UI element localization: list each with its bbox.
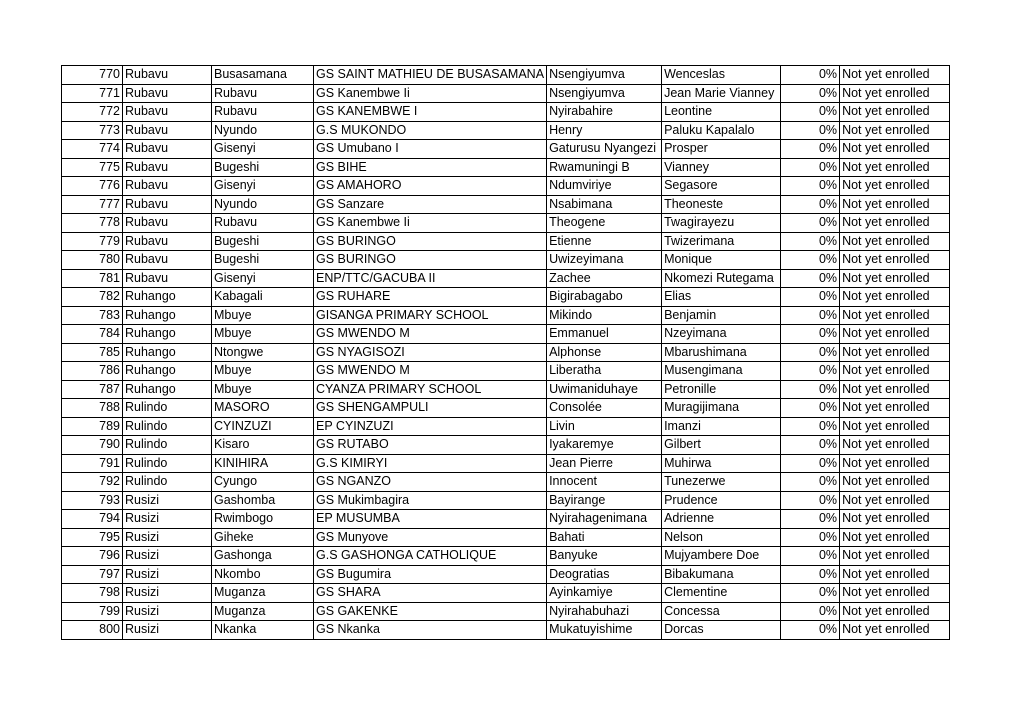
last-name-cell: Nsengiyumva bbox=[547, 84, 662, 103]
school-cell: GS GAKENKE bbox=[314, 602, 547, 621]
school-cell: GISANGA PRIMARY SCHOOL bbox=[314, 306, 547, 325]
table-row bbox=[62, 621, 950, 640]
sector-cell: CYINZUZI bbox=[212, 417, 314, 436]
school-cell: GS Kanembwe Ii bbox=[314, 84, 547, 103]
table-row bbox=[62, 602, 950, 621]
table-row bbox=[62, 399, 950, 418]
enrollment-status-cell: Not yet enrolled bbox=[840, 232, 950, 251]
row-number-cell: 778 bbox=[62, 214, 123, 233]
sector-cell: Bugeshi bbox=[212, 232, 314, 251]
last-name-cell: Banyuke bbox=[547, 547, 662, 566]
district-cell: Rubavu bbox=[123, 195, 212, 214]
last-name-cell: Uwimaniduhaye bbox=[547, 380, 662, 399]
row-number-cell: 785 bbox=[62, 343, 123, 362]
row-number-cell: 799 bbox=[62, 602, 123, 621]
progress-percent-cell: 0% bbox=[781, 491, 840, 510]
sector-cell: Bugeshi bbox=[212, 158, 314, 177]
last-name-cell: Deogratias bbox=[547, 565, 662, 584]
district-cell: Rubavu bbox=[123, 214, 212, 233]
row-number-cell: 770 bbox=[62, 66, 123, 85]
last-name-cell: Bahati bbox=[547, 528, 662, 547]
first-name-cell: Gilbert bbox=[662, 436, 781, 455]
first-name-cell: Tunezerwe bbox=[662, 473, 781, 492]
progress-percent-cell: 0% bbox=[781, 454, 840, 473]
progress-percent-cell: 0% bbox=[781, 84, 840, 103]
school-cell: GS Umubano I bbox=[314, 140, 547, 159]
school-cell: GS NGANZO bbox=[314, 473, 547, 492]
row-number-cell: 798 bbox=[62, 584, 123, 603]
table-row bbox=[62, 232, 950, 251]
row-number-cell: 788 bbox=[62, 399, 123, 418]
progress-percent-cell: 0% bbox=[781, 288, 840, 307]
district-cell: Rubavu bbox=[123, 84, 212, 103]
school-cell: GS Kanembwe Ii bbox=[314, 214, 547, 233]
progress-percent-cell: 0% bbox=[781, 158, 840, 177]
table-row bbox=[62, 584, 950, 603]
district-cell: Ruhango bbox=[123, 288, 212, 307]
enrollment-status-cell: Not yet enrolled bbox=[840, 214, 950, 233]
table-row bbox=[62, 158, 950, 177]
sector-cell: Gisenyi bbox=[212, 177, 314, 196]
progress-percent-cell: 0% bbox=[781, 325, 840, 344]
district-cell: Ruhango bbox=[123, 380, 212, 399]
last-name-cell: Consolée bbox=[547, 399, 662, 418]
first-name-cell: Twagirayezu bbox=[662, 214, 781, 233]
school-cell: GS SAINT MATHIEU DE BUSASAMANA bbox=[314, 66, 547, 85]
enrollment-status-cell: Not yet enrolled bbox=[840, 547, 950, 566]
row-number-cell: 794 bbox=[62, 510, 123, 529]
district-cell: Rubavu bbox=[123, 232, 212, 251]
table-row bbox=[62, 362, 950, 381]
first-name-cell: Petronille bbox=[662, 380, 781, 399]
last-name-cell: Henry bbox=[547, 121, 662, 140]
last-name-cell: Alphonse bbox=[547, 343, 662, 362]
last-name-cell: Mukatuyishime bbox=[547, 621, 662, 640]
progress-percent-cell: 0% bbox=[781, 214, 840, 233]
table-body bbox=[62, 66, 950, 640]
row-number-cell: 774 bbox=[62, 140, 123, 159]
school-cell: G.S GASHONGA CATHOLIQUE bbox=[314, 547, 547, 566]
row-number-cell: 779 bbox=[62, 232, 123, 251]
table-row bbox=[62, 103, 950, 122]
district-cell: Rusizi bbox=[123, 602, 212, 621]
sector-cell: Nyundo bbox=[212, 121, 314, 140]
sector-cell: Kisaro bbox=[212, 436, 314, 455]
table-row bbox=[62, 454, 950, 473]
first-name-cell: Vianney bbox=[662, 158, 781, 177]
last-name-cell: Innocent bbox=[547, 473, 662, 492]
last-name-cell: Gaturusu Nyangezi bbox=[547, 140, 662, 159]
first-name-cell: Muhirwa bbox=[662, 454, 781, 473]
table-row bbox=[62, 214, 950, 233]
enrollment-status-cell: Not yet enrolled bbox=[840, 195, 950, 214]
progress-percent-cell: 0% bbox=[781, 528, 840, 547]
school-cell: GS AMAHORO bbox=[314, 177, 547, 196]
last-name-cell: Theogene bbox=[547, 214, 662, 233]
sector-cell: Nkombo bbox=[212, 565, 314, 584]
sector-cell: Busasamana bbox=[212, 66, 314, 85]
table-row bbox=[62, 510, 950, 529]
progress-percent-cell: 0% bbox=[781, 602, 840, 621]
sector-cell: Gisenyi bbox=[212, 269, 314, 288]
district-cell: Rusizi bbox=[123, 491, 212, 510]
row-number-cell: 792 bbox=[62, 473, 123, 492]
progress-percent-cell: 0% bbox=[781, 269, 840, 288]
school-cell: GS KANEMBWE I bbox=[314, 103, 547, 122]
table-row bbox=[62, 380, 950, 399]
progress-percent-cell: 0% bbox=[781, 473, 840, 492]
table-row bbox=[62, 343, 950, 362]
row-number-cell: 787 bbox=[62, 380, 123, 399]
enrollment-status-cell: Not yet enrolled bbox=[840, 602, 950, 621]
table-row bbox=[62, 417, 950, 436]
sector-cell: Rwimbogo bbox=[212, 510, 314, 529]
sector-cell: Rubavu bbox=[212, 84, 314, 103]
row-number-cell: 797 bbox=[62, 565, 123, 584]
district-cell: Rusizi bbox=[123, 565, 212, 584]
last-name-cell: Nyirabahire bbox=[547, 103, 662, 122]
last-name-cell: Liberatha bbox=[547, 362, 662, 381]
progress-percent-cell: 0% bbox=[781, 417, 840, 436]
table-row bbox=[62, 491, 950, 510]
district-cell: Rulindo bbox=[123, 473, 212, 492]
first-name-cell: Clementine bbox=[662, 584, 781, 603]
district-cell: Rusizi bbox=[123, 547, 212, 566]
enrollment-status-cell: Not yet enrolled bbox=[840, 565, 950, 584]
row-number-cell: 795 bbox=[62, 528, 123, 547]
sector-cell: Nyundo bbox=[212, 195, 314, 214]
last-name-cell: Emmanuel bbox=[547, 325, 662, 344]
last-name-cell: Nyirahabuhazi bbox=[547, 602, 662, 621]
row-number-cell: 800 bbox=[62, 621, 123, 640]
sector-cell: Muganza bbox=[212, 584, 314, 603]
first-name-cell: Mbarushimana bbox=[662, 343, 781, 362]
table-row bbox=[62, 528, 950, 547]
district-cell: Rulindo bbox=[123, 454, 212, 473]
row-number-cell: 776 bbox=[62, 177, 123, 196]
enrollment-table bbox=[61, 65, 950, 640]
school-cell: GS BIHE bbox=[314, 158, 547, 177]
district-cell: Rubavu bbox=[123, 121, 212, 140]
district-cell: Rubavu bbox=[123, 103, 212, 122]
enrollment-status-cell: Not yet enrolled bbox=[840, 84, 950, 103]
progress-percent-cell: 0% bbox=[781, 362, 840, 381]
district-cell: Rusizi bbox=[123, 510, 212, 529]
row-number-cell: 789 bbox=[62, 417, 123, 436]
district-cell: Ruhango bbox=[123, 343, 212, 362]
first-name-cell: Nzeyimana bbox=[662, 325, 781, 344]
school-cell: EP MUSUMBA bbox=[314, 510, 547, 529]
enrollment-status-cell: Not yet enrolled bbox=[840, 177, 950, 196]
progress-percent-cell: 0% bbox=[781, 103, 840, 122]
sector-cell: Giheke bbox=[212, 528, 314, 547]
row-number-cell: 793 bbox=[62, 491, 123, 510]
last-name-cell: Livin bbox=[547, 417, 662, 436]
enrollment-status-cell: Not yet enrolled bbox=[840, 306, 950, 325]
row-number-cell: 775 bbox=[62, 158, 123, 177]
district-cell: Rulindo bbox=[123, 436, 212, 455]
table-row bbox=[62, 436, 950, 455]
enrollment-status-cell: Not yet enrolled bbox=[840, 510, 950, 529]
progress-percent-cell: 0% bbox=[781, 177, 840, 196]
district-cell: Rusizi bbox=[123, 584, 212, 603]
last-name-cell: Bayirange bbox=[547, 491, 662, 510]
enrollment-status-cell: Not yet enrolled bbox=[840, 325, 950, 344]
table-row bbox=[62, 547, 950, 566]
first-name-cell: Twizerimana bbox=[662, 232, 781, 251]
table-row bbox=[62, 177, 950, 196]
row-number-cell: 791 bbox=[62, 454, 123, 473]
progress-percent-cell: 0% bbox=[781, 436, 840, 455]
first-name-cell: Wenceslas bbox=[662, 66, 781, 85]
school-cell: GS NYAGISOZI bbox=[314, 343, 547, 362]
first-name-cell: Bibakumana bbox=[662, 565, 781, 584]
progress-percent-cell: 0% bbox=[781, 380, 840, 399]
district-cell: Rubavu bbox=[123, 269, 212, 288]
first-name-cell: Prosper bbox=[662, 140, 781, 159]
enrollment-status-cell: Not yet enrolled bbox=[840, 66, 950, 85]
row-number-cell: 783 bbox=[62, 306, 123, 325]
enrollment-status-cell: Not yet enrolled bbox=[840, 121, 950, 140]
first-name-cell: Leontine bbox=[662, 103, 781, 122]
sector-cell: Mbuye bbox=[212, 325, 314, 344]
first-name-cell: Jean Marie Vianney bbox=[662, 84, 781, 103]
progress-percent-cell: 0% bbox=[781, 251, 840, 270]
sector-cell: Gashomba bbox=[212, 491, 314, 510]
enrollment-status-cell: Not yet enrolled bbox=[840, 528, 950, 547]
table-row bbox=[62, 195, 950, 214]
enrollment-status-cell: Not yet enrolled bbox=[840, 158, 950, 177]
last-name-cell: Iyakaremye bbox=[547, 436, 662, 455]
district-cell: Rubavu bbox=[123, 251, 212, 270]
school-cell: EP CYINZUZI bbox=[314, 417, 547, 436]
district-cell: Rubavu bbox=[123, 140, 212, 159]
table-row bbox=[62, 565, 950, 584]
sector-cell: Rubavu bbox=[212, 214, 314, 233]
first-name-cell: Paluku Kapalalo bbox=[662, 121, 781, 140]
sector-cell: Muganza bbox=[212, 602, 314, 621]
enrollment-status-cell: Not yet enrolled bbox=[840, 103, 950, 122]
district-cell: Rulindo bbox=[123, 417, 212, 436]
sector-cell: Rubavu bbox=[212, 103, 314, 122]
school-cell: GS SHARA bbox=[314, 584, 547, 603]
first-name-cell: Elias bbox=[662, 288, 781, 307]
first-name-cell: Theoneste bbox=[662, 195, 781, 214]
school-cell: GS SHENGAMPULI bbox=[314, 399, 547, 418]
school-cell: CYANZA PRIMARY SCHOOL bbox=[314, 380, 547, 399]
progress-percent-cell: 0% bbox=[781, 565, 840, 584]
enrollment-status-cell: Not yet enrolled bbox=[840, 417, 950, 436]
first-name-cell: Muragijimana bbox=[662, 399, 781, 418]
school-cell: GS Sanzare bbox=[314, 195, 547, 214]
enrollment-status-cell: Not yet enrolled bbox=[840, 473, 950, 492]
progress-percent-cell: 0% bbox=[781, 399, 840, 418]
enrollment-status-cell: Not yet enrolled bbox=[840, 140, 950, 159]
enrollment-status-cell: Not yet enrolled bbox=[840, 288, 950, 307]
sector-cell: Mbuye bbox=[212, 380, 314, 399]
last-name-cell: Rwamuningi B bbox=[547, 158, 662, 177]
first-name-cell: Segasore bbox=[662, 177, 781, 196]
progress-percent-cell: 0% bbox=[781, 547, 840, 566]
last-name-cell: Mikindo bbox=[547, 306, 662, 325]
district-cell: Rubavu bbox=[123, 66, 212, 85]
table-row bbox=[62, 325, 950, 344]
district-cell: Rubavu bbox=[123, 158, 212, 177]
school-cell: GS Nkanka bbox=[314, 621, 547, 640]
enrollment-status-cell: Not yet enrolled bbox=[840, 436, 950, 455]
table-row bbox=[62, 269, 950, 288]
enrollment-status-cell: Not yet enrolled bbox=[840, 269, 950, 288]
table-row bbox=[62, 140, 950, 159]
first-name-cell: Concessa bbox=[662, 602, 781, 621]
first-name-cell: Adrienne bbox=[662, 510, 781, 529]
school-cell: G.S KIMIRYI bbox=[314, 454, 547, 473]
enrollment-status-cell: Not yet enrolled bbox=[840, 584, 950, 603]
school-cell: GS Munyove bbox=[314, 528, 547, 547]
school-cell: GS MWENDO M bbox=[314, 362, 547, 381]
row-number-cell: 777 bbox=[62, 195, 123, 214]
progress-percent-cell: 0% bbox=[781, 121, 840, 140]
school-cell: GS RUTABO bbox=[314, 436, 547, 455]
first-name-cell: Monique bbox=[662, 251, 781, 270]
table-row bbox=[62, 66, 950, 85]
sector-cell: Cyungo bbox=[212, 473, 314, 492]
district-cell: Rusizi bbox=[123, 621, 212, 640]
row-number-cell: 782 bbox=[62, 288, 123, 307]
last-name-cell: Ayinkamiye bbox=[547, 584, 662, 603]
last-name-cell: Nsengiyumva bbox=[547, 66, 662, 85]
last-name-cell: Ndumviriye bbox=[547, 177, 662, 196]
progress-percent-cell: 0% bbox=[781, 66, 840, 85]
district-cell: Ruhango bbox=[123, 306, 212, 325]
sector-cell: Bugeshi bbox=[212, 251, 314, 270]
row-number-cell: 790 bbox=[62, 436, 123, 455]
first-name-cell: Mujyambere Doe bbox=[662, 547, 781, 566]
progress-percent-cell: 0% bbox=[781, 621, 840, 640]
sector-cell: Gisenyi bbox=[212, 140, 314, 159]
sector-cell: MASORO bbox=[212, 399, 314, 418]
progress-percent-cell: 0% bbox=[781, 584, 840, 603]
sector-cell: Mbuye bbox=[212, 362, 314, 381]
enrollment-status-cell: Not yet enrolled bbox=[840, 362, 950, 381]
row-number-cell: 781 bbox=[62, 269, 123, 288]
last-name-cell: Jean Pierre bbox=[547, 454, 662, 473]
sector-cell: KINIHIRA bbox=[212, 454, 314, 473]
progress-percent-cell: 0% bbox=[781, 140, 840, 159]
row-number-cell: 771 bbox=[62, 84, 123, 103]
school-cell: GS Mukimbagira bbox=[314, 491, 547, 510]
row-number-cell: 796 bbox=[62, 547, 123, 566]
enrollment-status-cell: Not yet enrolled bbox=[840, 491, 950, 510]
progress-percent-cell: 0% bbox=[781, 343, 840, 362]
first-name-cell: Imanzi bbox=[662, 417, 781, 436]
table-row bbox=[62, 473, 950, 492]
school-cell: GS Bugumira bbox=[314, 565, 547, 584]
enrollment-status-cell: Not yet enrolled bbox=[840, 380, 950, 399]
last-name-cell: Nsabimana bbox=[547, 195, 662, 214]
sector-cell: Kabagali bbox=[212, 288, 314, 307]
district-cell: Rubavu bbox=[123, 177, 212, 196]
first-name-cell: Nkomezi Rutegama bbox=[662, 269, 781, 288]
school-cell: GS BURINGO bbox=[314, 232, 547, 251]
school-cell: GS MWENDO M bbox=[314, 325, 547, 344]
last-name-cell: Uwizeyimana bbox=[547, 251, 662, 270]
table-row bbox=[62, 251, 950, 270]
row-number-cell: 780 bbox=[62, 251, 123, 270]
progress-percent-cell: 0% bbox=[781, 195, 840, 214]
first-name-cell: Nelson bbox=[662, 528, 781, 547]
table-row bbox=[62, 288, 950, 307]
progress-percent-cell: 0% bbox=[781, 510, 840, 529]
school-cell: GS RUHARE bbox=[314, 288, 547, 307]
row-number-cell: 772 bbox=[62, 103, 123, 122]
row-number-cell: 784 bbox=[62, 325, 123, 344]
table-row bbox=[62, 84, 950, 103]
table-row bbox=[62, 121, 950, 140]
row-number-cell: 786 bbox=[62, 362, 123, 381]
first-name-cell: Prudence bbox=[662, 491, 781, 510]
enrollment-status-cell: Not yet enrolled bbox=[840, 399, 950, 418]
table-row bbox=[62, 306, 950, 325]
enrollment-status-cell: Not yet enrolled bbox=[840, 621, 950, 640]
school-cell: G.S MUKONDO bbox=[314, 121, 547, 140]
last-name-cell: Zachee bbox=[547, 269, 662, 288]
first-name-cell: Benjamin bbox=[662, 306, 781, 325]
last-name-cell: Bigirabagabo bbox=[547, 288, 662, 307]
sector-cell: Nkanka bbox=[212, 621, 314, 640]
sector-cell: Ntongwe bbox=[212, 343, 314, 362]
district-cell: Rusizi bbox=[123, 528, 212, 547]
sector-cell: Mbuye bbox=[212, 306, 314, 325]
district-cell: Ruhango bbox=[123, 362, 212, 381]
last-name-cell: Nyirahagenimana bbox=[547, 510, 662, 529]
district-cell: Ruhango bbox=[123, 325, 212, 344]
progress-percent-cell: 0% bbox=[781, 306, 840, 325]
school-cell: ENP/TTC/GACUBA II bbox=[314, 269, 547, 288]
first-name-cell: Musengimana bbox=[662, 362, 781, 381]
progress-percent-cell: 0% bbox=[781, 232, 840, 251]
first-name-cell: Dorcas bbox=[662, 621, 781, 640]
row-number-cell: 773 bbox=[62, 121, 123, 140]
last-name-cell: Etienne bbox=[547, 232, 662, 251]
enrollment-status-cell: Not yet enrolled bbox=[840, 251, 950, 270]
district-cell: Rulindo bbox=[123, 399, 212, 418]
enrollment-status-cell: Not yet enrolled bbox=[840, 343, 950, 362]
enrollment-status-cell: Not yet enrolled bbox=[840, 454, 950, 473]
sector-cell: Gashonga bbox=[212, 547, 314, 566]
school-cell: GS BURINGO bbox=[314, 251, 547, 270]
